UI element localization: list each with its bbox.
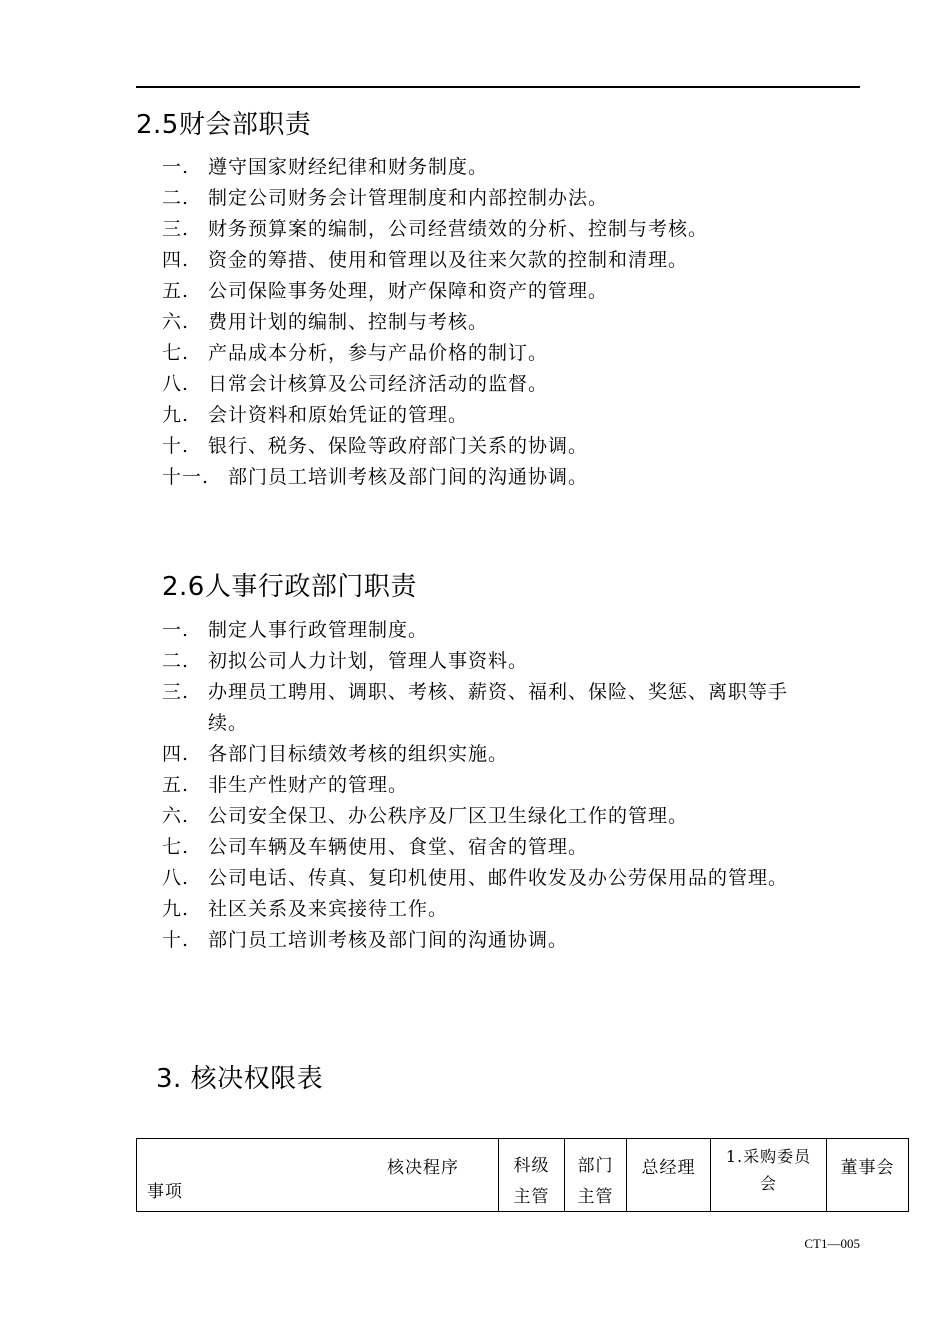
list-item-text: 产品成本分析，参与产品价格的制订。 [208,342,549,364]
header-board [827,1139,909,1212]
header-diagonal-cell [137,1139,499,1212]
list-item-number: 五. [162,774,190,796]
table-header-row [137,1139,909,1212]
section-chief-line1: 科级 [513,1156,550,1176]
list-item-number: 七. [162,836,190,858]
list-item-number: 三. [162,681,190,703]
list-item-text: 部门员工培训考核及部门间的沟通协调。 [228,466,589,488]
list-item-text: 遵守国家财经纪律和财务制度。 [208,156,489,178]
list-item-text: 费用计划的编制、控制与考核。 [208,311,489,333]
purchase-committee-line1: 1.采购委员 [725,1147,812,1166]
list-item-text: 日常会计核算及公司经济活动的监督。 [208,373,549,395]
list-item-number: 十. [162,435,190,457]
header-section-chief [499,1139,565,1212]
list-item-text: 初拟公司人力计划，管理人事资料。 [208,650,529,672]
list-item-text: 会计资料和原始凭证的管理。 [208,404,469,426]
list-item [162,183,708,214]
list-item-number: 一. [162,156,190,178]
board-label: 董事会 [840,1158,895,1178]
list-item-text: 部门员工培训考核及部门间的沟通协调。 [208,929,569,951]
dept-chief-line1: 部门 [577,1156,614,1176]
list-item [162,245,708,276]
list-item-text: 资金的筹措、使用和管理以及往来欠款的控制和清理。 [208,249,689,271]
list-item-number: 一. [162,619,190,641]
list-item [162,462,708,493]
list-item-text: 财务预算案的编制，公司经营绩效的分析、控制与考核。 [208,218,709,240]
list-item-number: 六. [162,805,190,827]
list-item-number: 二. [162,650,190,672]
list-item [162,152,708,183]
list-item [162,338,708,369]
section-25-list [162,152,708,493]
header-general-manager [627,1139,711,1212]
general-manager-label: 总经理 [641,1158,696,1178]
header-dept-chief [565,1139,627,1212]
approval-authority-table [136,1138,909,1212]
dept-chief-line2: 主管 [577,1187,614,1207]
list-item-number: 三. [162,218,190,240]
list-item [162,677,788,739]
list-item [162,863,788,894]
header-program-label: 核决程序 [387,1158,459,1178]
list-item-text: 公司电话、传真、复印机使用、邮件收发及办公劳保用品的管理。 [208,867,789,889]
list-item-number: 七. [162,342,190,364]
list-item-text: 社区关系及来宾接待工作。 [208,898,449,920]
list-item [162,739,788,770]
top-rule [136,86,860,88]
list-item-text: 公司车辆及车辆使用、食堂、宿舍的管理。 [208,836,589,858]
list-item [162,431,708,462]
list-item-text: 各部门目标绩效考核的组织实施。 [208,743,509,765]
list-item [162,276,708,307]
list-item [162,400,708,431]
section-26-list [162,615,788,956]
list-item-text: 办理员工聘用、调职、考核、薪资、福利、保险、奖惩、离职等手 [208,681,789,703]
list-item [162,832,788,863]
list-item-number: 二. [162,187,190,209]
list-item-text: 公司安全保卫、办公秩序及厂区卫生绿化工作的管理。 [208,805,689,827]
list-item-number: 八. [162,867,190,889]
section-25-title: 2.5财会部职责 [136,110,312,140]
list-item-text: 公司保险事务处理，财产保障和资产的管理。 [208,280,609,302]
list-item [162,925,788,956]
list-item-number: 四. [162,743,190,765]
list-item-continuation: 续。 [208,712,249,734]
list-item-text: 制定公司财务会计管理制度和内部控制办法。 [208,187,609,209]
list-item [162,770,788,801]
section-26-title: 2.6人事行政部门职责 [162,572,417,602]
list-item-number: 十. [162,929,190,951]
list-item-number: 九. [162,898,190,920]
list-item [162,369,708,400]
list-item-number: 五. [162,280,190,302]
header-item-label: 事项 [147,1182,183,1202]
list-item [162,214,708,245]
section-chief-line2: 主管 [513,1187,550,1207]
list-item-text: 制定人事行政管理制度。 [208,619,429,641]
header-purchase-committee [711,1139,827,1212]
list-item-number: 九. [162,404,190,426]
list-item [162,307,708,338]
section-3-title: 3. 核决权限表 [156,1064,324,1094]
document-code: CT1—005 [804,1236,860,1251]
list-item [162,801,788,832]
list-item-number: 十一. [162,466,210,488]
list-item-number: 四. [162,249,190,271]
list-item [162,615,788,646]
list-item-number: 八. [162,373,190,395]
list-item-number: 六. [162,311,190,333]
list-item [162,894,788,925]
list-item-text: 银行、税务、保险等政府部门关系的协调。 [208,435,589,457]
purchase-committee-line2: 会 [759,1174,777,1193]
list-item [162,646,788,677]
list-item-text: 非生产性财产的管理。 [208,774,409,796]
